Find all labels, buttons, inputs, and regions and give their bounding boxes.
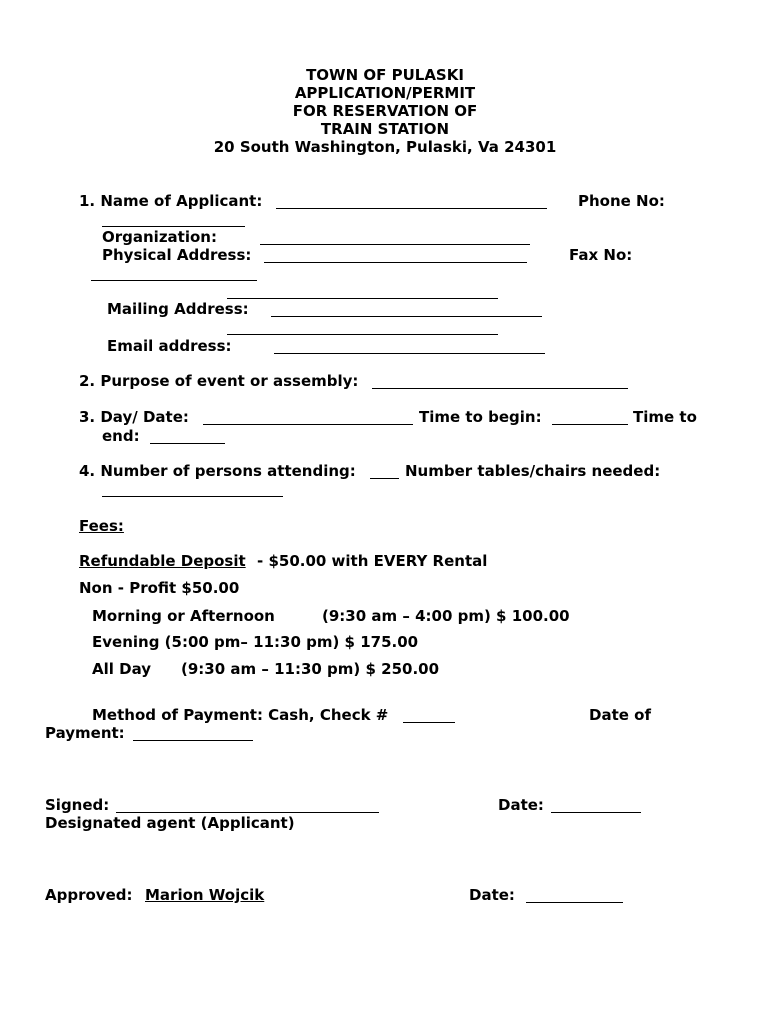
header-title: TOWN OF PULASKI — [306, 66, 464, 84]
fax-field[interactable] — [91, 280, 257, 281]
signed-label: Signed: — [45, 796, 110, 814]
time-end-label-2: end: — [102, 427, 140, 445]
approved-date-label: Date: — [469, 886, 515, 904]
time-begin-label: Time to begin: — [419, 408, 542, 426]
time-end-field[interactable] — [150, 443, 225, 444]
signed-date-field[interactable] — [551, 812, 641, 813]
payment-date-label: Date of — [589, 706, 651, 724]
payment-date-label-2: Payment: — [45, 724, 125, 742]
signature-field[interactable] — [116, 812, 379, 813]
purpose-field[interactable] — [372, 388, 628, 389]
persons-field[interactable] — [370, 478, 399, 479]
persons-label: 4. Number of persons attending: — [79, 462, 356, 480]
mailing-address-field[interactable] — [271, 316, 542, 317]
morning-fee-hours: (9:30 am – 4:00 pm) $ 100.00 — [322, 607, 570, 625]
payment-date-field[interactable] — [133, 740, 253, 741]
day-date-field[interactable] — [203, 424, 413, 425]
signed-date-label: Date: — [498, 796, 544, 814]
time-end-label: Time to — [633, 408, 697, 426]
morning-fee-label: Morning or Afternoon — [92, 607, 275, 625]
physical-address-line-2[interactable] — [227, 298, 498, 299]
organization-label: Organization: — [102, 228, 217, 246]
physical-address-label: Physical Address: — [102, 246, 252, 264]
header-line-4: TRAIN STATION — [320, 120, 450, 138]
designated-agent-label: Designated agent (Applicant) — [45, 814, 295, 832]
mailing-address-label: Mailing Address: — [107, 300, 249, 318]
header-line-3: FOR RESERVATION OF — [292, 102, 478, 120]
approver-name: Marion Wojcik — [145, 886, 265, 904]
allday-fee-label: All Day — [92, 660, 152, 678]
allday-fee-hours: (9:30 am – 11:30 pm) $ 250.00 — [181, 660, 440, 678]
tables-chairs-label: Number tables/chairs needed: — [405, 462, 661, 480]
evening-fee: Evening (5:00 pm– 11:30 pm) $ 175.00 — [92, 633, 419, 651]
phone-label: Phone No: — [578, 192, 665, 210]
email-address-label: Email address: — [107, 337, 232, 355]
refundable-deposit-text: - $50.00 with EVERY Rental — [257, 552, 488, 570]
check-number-field[interactable] — [403, 722, 455, 723]
fees-heading: Fees: — [79, 517, 124, 535]
payment-method-label: Method of Payment: Cash, Check # — [92, 706, 389, 724]
day-date-label: 3. Day/ Date: — [79, 408, 189, 426]
applicant-name-field[interactable] — [276, 208, 547, 209]
header-address: 20 South Washington, Pulaski, Va 24301 — [213, 138, 557, 156]
applicant-name-label: 1. Name of Applicant: — [79, 192, 263, 210]
approved-label: Approved: — [45, 886, 133, 904]
approved-date-field[interactable] — [526, 902, 623, 903]
phone-field[interactable] — [102, 226, 245, 227]
fax-label: Fax No: — [569, 246, 633, 264]
purpose-label: 2. Purpose of event or assembly: — [79, 372, 359, 390]
physical-address-field[interactable] — [264, 262, 527, 263]
header-subtitle: APPLICATION/PERMIT — [294, 84, 476, 102]
email-address-field[interactable] — [274, 353, 545, 354]
organization-field[interactable] — [260, 244, 530, 245]
mailing-address-line-2[interactable] — [227, 334, 498, 335]
time-begin-field[interactable] — [552, 424, 628, 425]
refundable-deposit-label: Refundable Deposit — [79, 552, 246, 570]
tables-chairs-field[interactable] — [102, 496, 283, 497]
nonprofit-fee: Non - Profit $50.00 — [79, 579, 240, 597]
